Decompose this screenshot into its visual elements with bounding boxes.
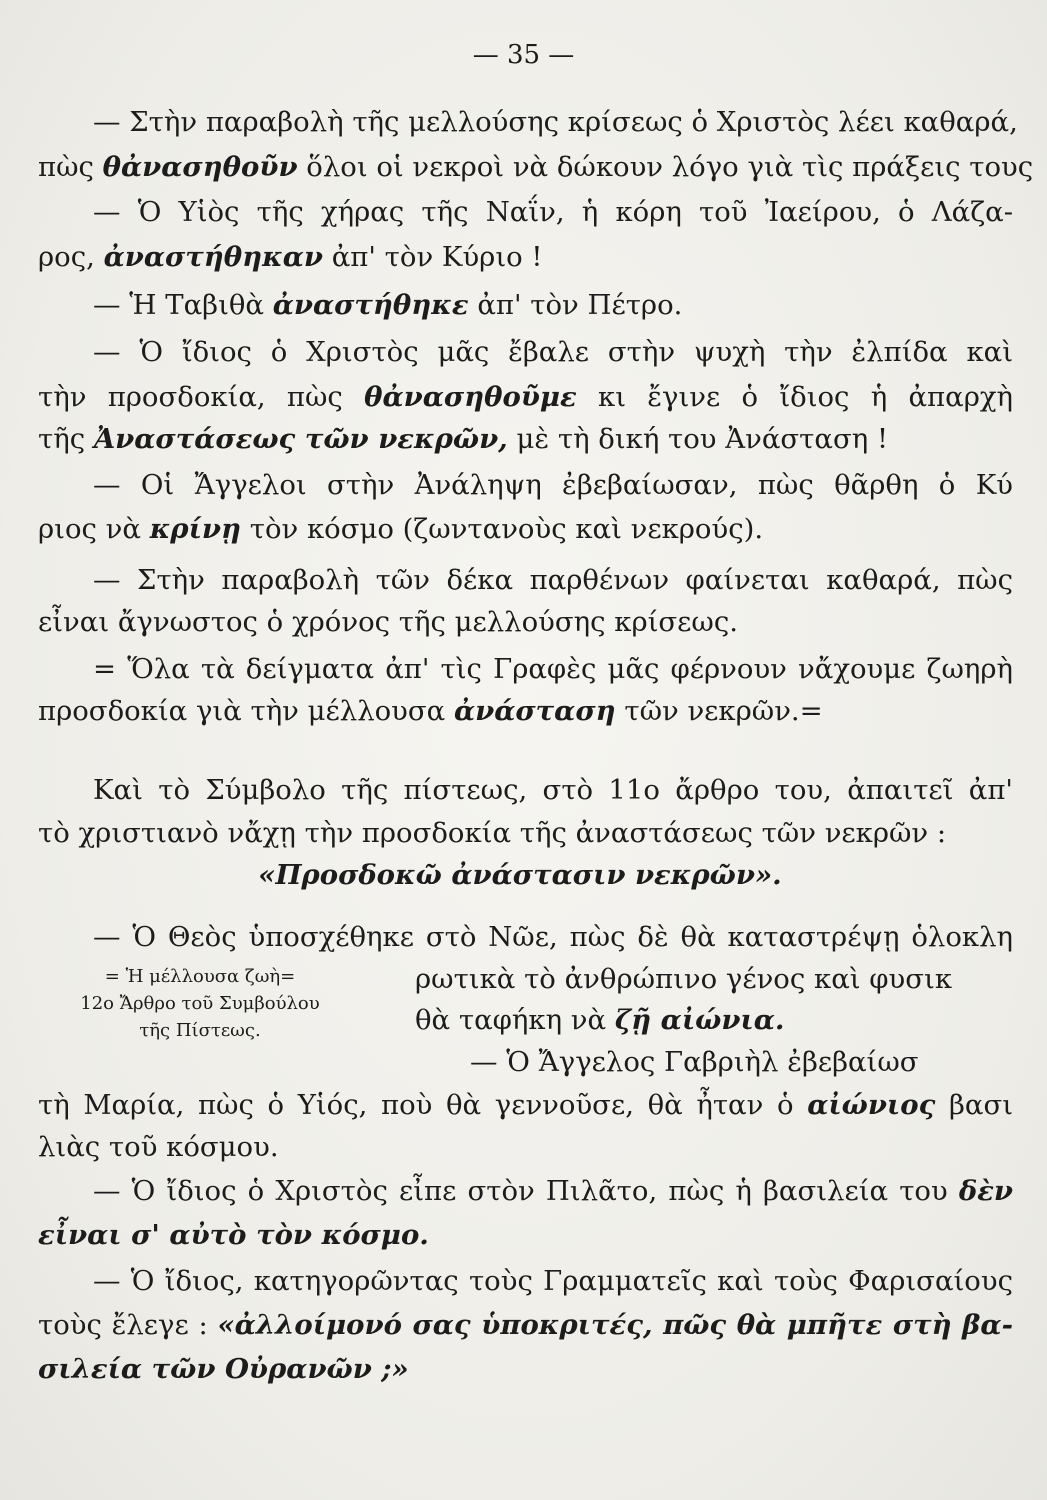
text-line: — Ὁ ἴδιος ὁ Χριστὸς μᾶς ἔβαλε στὴν ψυχὴ τὴν ἐλπίδα καὶ	[93, 336, 1013, 368]
emphasis: ἀνάσταση	[453, 695, 616, 727]
emphasis: Ἀναστάσεως τῶν νεκρῶν,	[93, 423, 508, 455]
text-line: — Οἱ Ἄγγελοι στὴν Ἀνάληψη ἐβεβαίωσαν, πὼς θᾶρθη ὁ Κύ	[93, 469, 1013, 501]
emphasis: ἀναστήθηκαν	[103, 241, 323, 273]
text-line: τὴ Μαρία, πὼς ὁ Υἱός, ποὺ θὰ γεννοῦσε, θὰ ἦταν ὁ αἰώνιος βασι	[38, 1089, 1013, 1121]
text-line: τὴν προσδοκία, πὼς θἀνασηθοῦμε κι ἔγινε ὁ ἴδιος ἡ ἀπαρχὴ	[38, 381, 1013, 413]
emphasis: θἀνασηθοῦμε	[364, 381, 577, 413]
text-line	[38, 1218, 1013, 1252]
text-line: ρωτικὰ τὸ ἀνθρώπινο γένος καὶ φυσικ	[415, 963, 953, 995]
emphasis: σιλεία τῶν Οὐρανῶν ;»	[38, 1353, 409, 1385]
text-line: — Στὴν παραβολὴ τῶν δέκα παρθένων φαίνεται καθαρά, πὼς	[93, 564, 1013, 596]
emphasis: εἶναι σ' αὐτὸ τὸν κόσμο.	[38, 1219, 429, 1251]
text-line: πὼς θἀνασηθοῦν ὅλοι οἱ νεκροὶ νὰ δώκουν λόγο γιὰ τὶς πράξεις τους	[38, 151, 1034, 183]
text-line	[38, 1352, 1013, 1386]
text-line: τὸ χριστιανὸ νἄχῃ τὴν προσδοκία τῆς ἀναστάσεως τῶν νεκρῶν :	[38, 817, 947, 849]
text-line: — Στὴν παραβολὴ τῆς μελλούσης κρίσεως ὁ Χριστὸς λέει καθαρά,	[93, 106, 1018, 138]
side-note-line: 12ο Ἄρθρο τοῦ Συμβούλου	[80, 993, 320, 1014]
emphasis: «ἀλλοίμονό σας ὑποκριτές, πῶς θὰ μπῆτε στὴ βα-	[217, 1309, 1013, 1341]
text-line: τῆς Ἀναστάσεως τῶν νεκρῶν, μὲ τὴ δική του Ἀνάσταση !	[38, 423, 889, 455]
emphasis: θἀνασηθοῦν	[102, 151, 298, 183]
text-line: — Ὁ Υἱὸς τῆς χήρας τῆς Ναΐν, ἡ κόρη τοῦ Ἰαείρου, ὁ Λάζα-	[93, 196, 1013, 228]
emphasis: κρίνῃ	[149, 513, 241, 545]
text-line: — Ἡ Ταβιθὰ ἀναστήθηκε ἀπ' τὸν Πέτρο.	[93, 289, 683, 321]
page-number: — 35 —	[472, 40, 575, 70]
emphasis: αἰώνιος	[807, 1089, 936, 1121]
text-line: ριος νὰ κρίνῃ τὸν κόσμο (ζωντανοὺς καὶ νεκρούς).	[38, 513, 764, 545]
text-line: λιὰς τοῦ κόσμου.	[38, 1131, 279, 1163]
side-note-title: = Ἡ μέλλουσα ζωὴ=	[104, 966, 296, 987]
text-line: = Ὅλα τὰ δείγματα ἀπ' τὶς Γραφὲς μᾶς φέρνουν νἄχουμε ζωηρὴ	[93, 653, 1013, 685]
text-line: — Ὁ Θεὸς ὑποσχέθηκε στὸ Νῶε, πὼς δὲ θὰ καταστρέψῃ ὁλοκλη	[93, 921, 1013, 953]
emphasis: ἀναστήθηκε	[272, 289, 469, 321]
emphasis: ζῇ αἰώνια.	[614, 1004, 785, 1036]
text-line: τοὺς ἔλεγε : «ἀλλοίμονό σας ὑποκριτές, πῶς θὰ μπῆτε στὴ βα-	[38, 1309, 1013, 1341]
text-line: Καὶ τὸ Σύμβολο τῆς πίστεως, στὸ 11ο ἄρθρο του, ἀπαιτεῖ ἀπ'	[93, 774, 1013, 806]
text-line: — Ὁ ἴδιος, κατηγορῶντας τοὺς Γραμματεῖς καὶ τοὺς Φαρισαίους	[93, 1265, 1013, 1297]
text-line: θὰ ταφήκη νὰ ζῇ αἰώνια.	[415, 1004, 785, 1036]
text-line: ρος, ἀναστήθηκαν ἀπ' τὸν Κύριο !	[38, 241, 543, 273]
creed-quote: «Προσδοκῶ ἀνάστασιν νεκρῶν».	[258, 859, 782, 891]
text-line: εἶναι ἄγνωστος ὁ χρόνος τῆς μελλούσης κρίσεως.	[38, 606, 738, 638]
emphasis: δὲν	[958, 1175, 1013, 1207]
side-note-line: τῆς Πίστεως.	[139, 1020, 261, 1041]
text-line: — Ὁ ἴδιος ὁ Χριστὸς εἶπε στὸν Πιλᾶτο, πὼς ἡ βασιλεία του δὲν	[93, 1175, 1013, 1207]
text-line: προσδοκία γιὰ τὴν μέλλουσα ἀνάσταση τῶν νεκρῶν.=	[38, 695, 823, 727]
text-line: — Ὁ Ἄγγελος Γαβριὴλ ἐβεβαίωσ	[470, 1046, 919, 1078]
